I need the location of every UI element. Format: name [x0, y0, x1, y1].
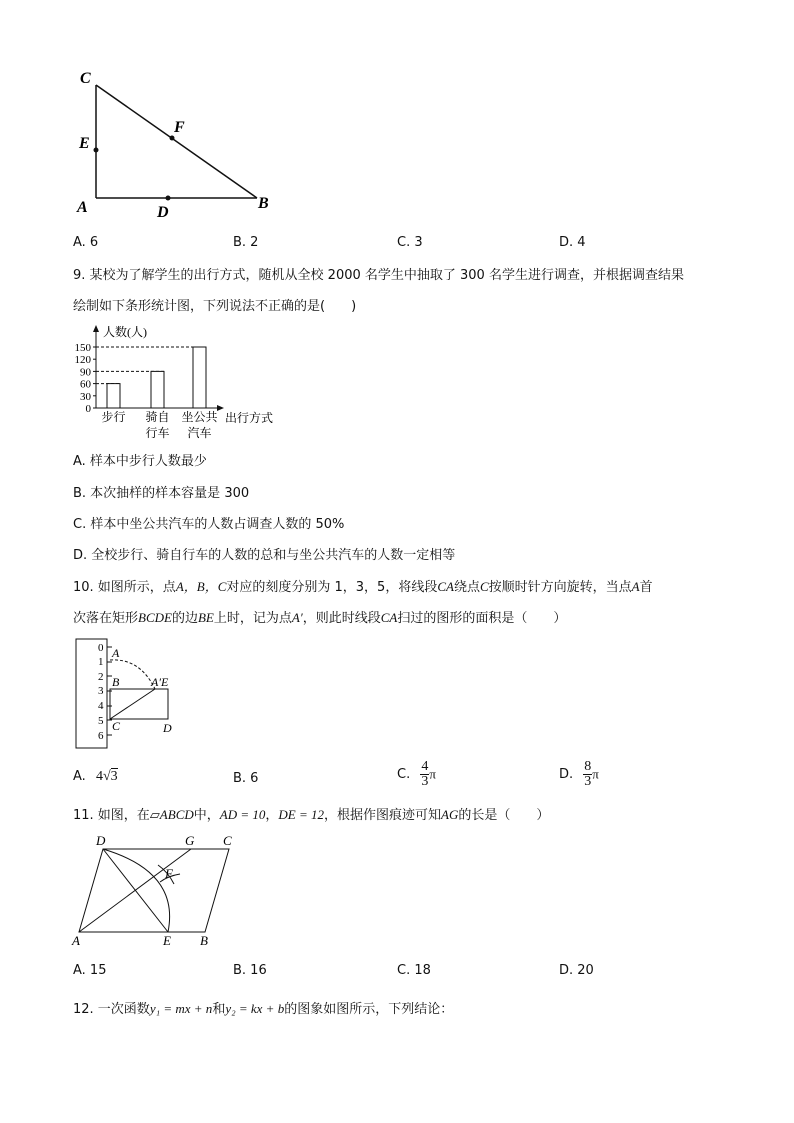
q10-label-b: B	[112, 675, 120, 689]
q12-function-1: y₁ = mx + n	[149, 1001, 213, 1016]
q10-tick-2: 2	[98, 671, 104, 683]
q10-text-1a: 10. 如图所示，点	[73, 580, 176, 595]
q9-category-label: 步行	[101, 410, 126, 424]
q11-text-e: 的长是（ ）	[458, 808, 550, 823]
sqrt-icon: √	[102, 769, 111, 784]
q10-option-a-prefix: A.	[73, 769, 86, 784]
q10-tick-1: 1	[98, 656, 104, 668]
q11-option-b: B. 16	[233, 963, 267, 978]
q11-segment-ag	[79, 849, 191, 932]
q10-label-a: A	[112, 646, 120, 660]
q11-text-a: 11. 如图，在	[73, 808, 150, 823]
q10-label-a-prime-e: A′E	[151, 675, 169, 689]
q10-rect-bcde: BCDE	[138, 610, 172, 625]
q11-label-g: G	[185, 833, 195, 848]
q11-label-f: F	[165, 866, 173, 881]
q10-points-abc: A，B，C	[175, 579, 227, 594]
q11-label-d: D	[96, 833, 106, 848]
q11-label-c: C	[223, 833, 232, 848]
q11-option-d: D. 20	[559, 963, 594, 978]
q9-option-b: B. 本次抽样的样本容量是 300	[73, 486, 250, 501]
q11-parallelogram: ▱ABCD	[149, 807, 194, 822]
q10-tick-4: 4	[98, 700, 104, 712]
q8-label-d: D	[157, 204, 169, 221]
q8-option-c: C. 3	[397, 235, 423, 250]
q10-edge-be: BE	[197, 610, 214, 625]
q8-point-f	[170, 136, 175, 141]
q9-bar	[151, 371, 164, 408]
q10-option-c-prefix: C.	[397, 767, 411, 782]
q8-triangle-figure	[70, 66, 290, 226]
q9-y-tick-label: 150	[74, 342, 91, 354]
q9-bar	[107, 384, 120, 408]
q10-seg-ca: CA	[437, 579, 454, 594]
q12-question-line	[73, 1000, 453, 1019]
q8-point-e	[94, 148, 99, 153]
q10-text-2e: 扫过的图形的面积是（ ）	[397, 611, 567, 626]
q11-eq-de: DE = 12	[278, 807, 325, 822]
q10-option-c-fraction	[420, 760, 429, 789]
q10-option-d-prefix: D.	[559, 767, 574, 782]
q10-option-d-den: 3	[584, 774, 592, 789]
q10-ruler-figure	[70, 636, 190, 754]
q9-y-axis-arrow	[93, 325, 99, 332]
q9-x-axis-arrow	[217, 405, 224, 411]
q11-option-a: A. 15	[73, 963, 107, 978]
q11-text-c: ，	[265, 808, 279, 823]
q12-text-c: 的图象如图所示，下列结论：	[284, 1002, 454, 1017]
q8-option-d: D. 4	[559, 235, 586, 250]
q9-y-tick-label: 0	[85, 403, 91, 415]
q10-option-a-radicand: 3	[110, 769, 118, 784]
q9-y-axis-label: 人数(人)	[103, 325, 147, 339]
q10-label-d: D	[163, 721, 172, 735]
q10-text-2a: 次落在矩形	[73, 611, 139, 626]
q10-text-2d: ，则此时线段	[302, 611, 381, 626]
q9-category-label: 骑自	[145, 410, 170, 424]
q9-option-a: A. 样本中步行人数最少	[73, 454, 207, 469]
q8-label-f: F	[174, 119, 185, 136]
q10-option-c-pi: π	[429, 766, 436, 782]
q10-tick-5: 5	[98, 715, 104, 727]
q10-option-d-pi: π	[592, 766, 599, 782]
q10-option-c	[397, 760, 436, 789]
q9-bar-chart	[68, 322, 298, 444]
q10-option-b: B. 6	[233, 771, 259, 786]
q10-option-a-coef: 4	[95, 769, 103, 784]
q11-label-e: E	[163, 933, 171, 948]
q12-function-2: y₂ = kx + b	[225, 1001, 285, 1016]
q10-point-c: C	[479, 579, 489, 594]
q11-parallelogram-figure	[68, 830, 243, 952]
q9-question-line1: 9. 某校为了解学生的出行方式，随机从全校 2000 名学生中抽取了 300 名学生进行调查，并根据调查结果	[73, 268, 684, 283]
q11-eq-ad: AD = 10	[219, 807, 266, 822]
q9-option-c: C. 样本中坐公共汽车的人数占调查人数的 50%	[73, 517, 345, 532]
q9-category-label: 坐公共	[181, 410, 218, 424]
q9-y-tick-label: 120	[74, 354, 91, 367]
q10-question-line2	[73, 609, 566, 628]
q10-tick-0: 0	[98, 642, 104, 654]
q9-question-line2: 绘制如下条形统计图，下列说法不正确的是( )	[73, 299, 357, 314]
q10-option-c-num: 4	[421, 759, 429, 774]
q8-point-d	[166, 196, 171, 201]
q8-label-b: B	[258, 195, 269, 212]
q10-rectangle-bcde	[110, 689, 168, 719]
q8-label-c: C	[80, 70, 91, 87]
q9-category-label: 行车	[145, 426, 170, 440]
q8-side-cb	[96, 85, 257, 198]
q10-text-2c: 上时，记为点	[213, 611, 292, 626]
q11-question-line	[73, 806, 549, 825]
q11-label-b: B	[200, 933, 208, 948]
q11-parallelogram-abcd	[79, 849, 229, 932]
q10-text-1b: 对应的刻度分别为 1，3，5，将线段	[226, 580, 438, 595]
q10-option-d	[559, 760, 599, 789]
q8-option-a: A. 6	[73, 235, 99, 250]
q9-category-label: 汽车	[187, 426, 212, 440]
q10-seg-ca-2: CA	[380, 610, 398, 625]
q9-y-tick-label: 60	[80, 378, 91, 391]
q8-label-e: E	[79, 135, 90, 152]
q12-text-a: 12. 一次函数	[73, 1002, 150, 1017]
q10-text-2b: 的边	[171, 611, 198, 626]
q10-option-a	[73, 769, 118, 785]
q10-point-a: A	[631, 579, 640, 594]
q10-segment-ca-prime	[110, 689, 155, 719]
q10-option-d-num: 8	[584, 759, 592, 774]
q11-text-b: 中，	[193, 808, 220, 823]
q10-text-1e: 首	[639, 580, 653, 595]
q9-option-d: D. 全校步行、骑自行车的人数的总和与坐公共汽车的人数一定相等	[73, 548, 456, 563]
q9-y-tick-label: 90	[80, 366, 91, 379]
q10-option-d-fraction	[583, 760, 592, 789]
q10-option-c-den: 3	[421, 774, 429, 789]
q10-question-line1	[73, 578, 653, 597]
q11-option-c: C. 18	[397, 963, 431, 978]
q10-text-1c: 绕点	[453, 580, 480, 595]
q11-seg-ag: AG	[441, 807, 459, 822]
q11-label-a: A	[72, 933, 80, 948]
q10-tick-3: 3	[98, 685, 104, 697]
q9-bar	[193, 347, 206, 408]
q9-x-axis-label: 出行方式	[225, 411, 274, 425]
q8-label-a: A	[77, 199, 88, 216]
q10-tick-6: 6	[98, 730, 104, 742]
q10-point-a-prime: A′	[291, 610, 303, 625]
q8-option-b: B. 2	[233, 235, 259, 250]
q10-label-c: C	[112, 719, 121, 733]
q10-text-1d: 按顺时针方向旋转，当点	[488, 580, 632, 595]
q12-text-b: 和	[212, 1002, 226, 1017]
q11-text-d: ，根据作图痕迹可知	[324, 808, 442, 823]
q9-y-tick-label: 30	[80, 390, 91, 403]
